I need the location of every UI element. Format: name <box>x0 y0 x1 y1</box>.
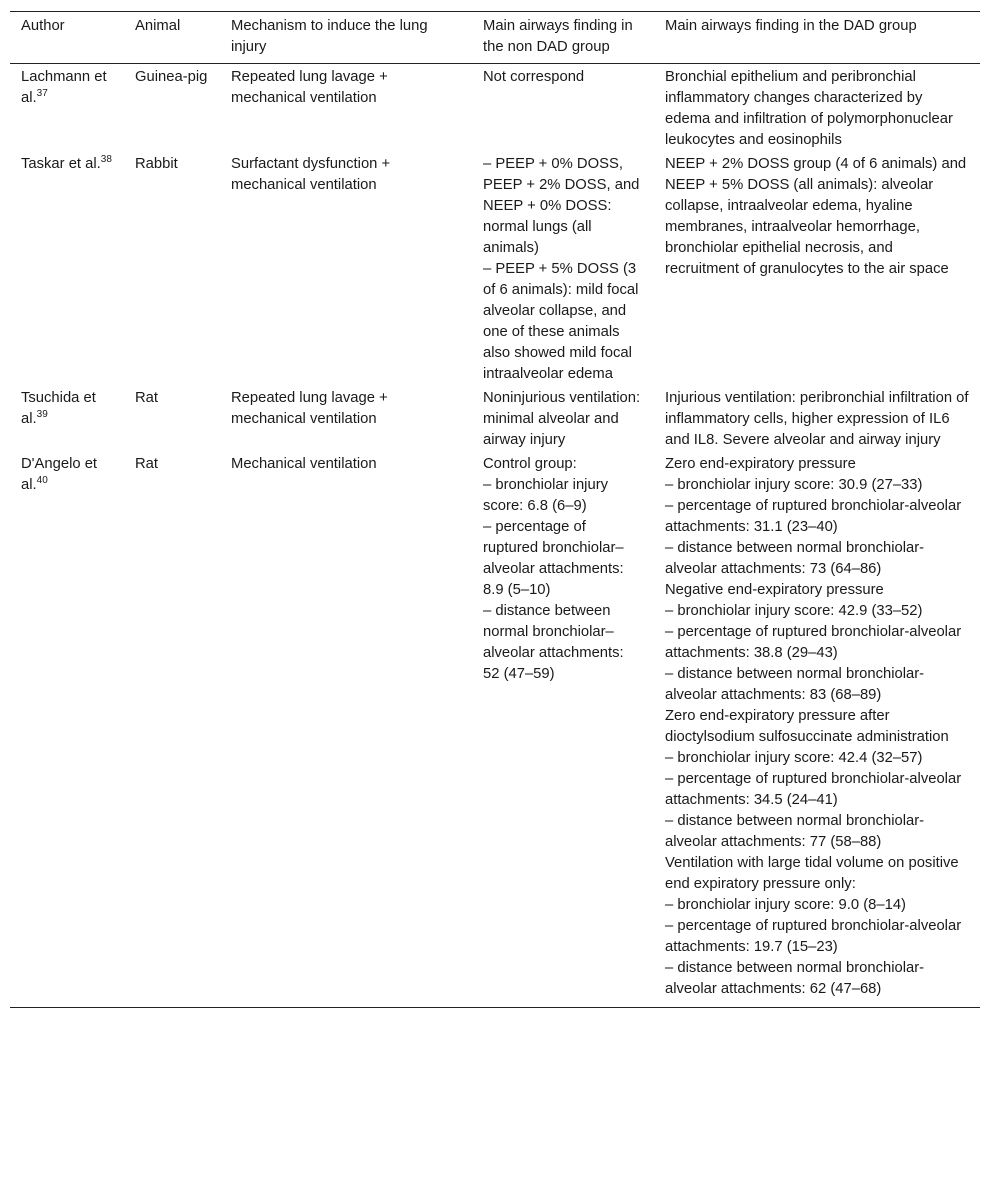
findings-table <box>10 11 980 1008</box>
author-name: Tsuchida et al. <box>21 390 96 427</box>
finding-line: Negative end-expiratory pressure <box>665 582 884 598</box>
finding-line: Zero end-expiratory pressure after dioctylsodium sulfosuccinate administration <box>665 708 949 745</box>
finding-line: Control group: <box>483 456 577 472</box>
finding-line: – PEEP + 5% DOSS (3 of 6 animals): mild focal alveolar collapse, and one of these animals also showed mild focal intraalveolar edema <box>483 261 639 382</box>
finding-line: NEEP + 2% DOSS group (4 of 6 animals) and NEEP + 5% DOSS (all animals): alveolar collapse, intraalveolar edema, hyaline membranes, intraalveolar hemorrhage, bronchiolar epithelial necrosis, and recruitment of granulocytes to the air space <box>665 156 967 277</box>
finding-line: Noninjurious ventilation: minimal alveolar and airway injury <box>483 390 641 448</box>
finding-line: – percentage of ruptured bronchiolar–alveolar attachments: 8.9 (5–10) <box>483 519 624 598</box>
table-row <box>10 451 980 1008</box>
cell-dad <box>654 64 980 152</box>
finding-line: – distance between normal bronchiolar-alveolar attachments: 83 (68–89) <box>665 666 925 703</box>
cell-non-dad <box>472 385 654 451</box>
finding-line: Zero end-expiratory pressure <box>665 456 856 472</box>
finding-line: – percentage of ruptured bronchiolar-alveolar attachments: 38.8 (29–43) <box>665 624 962 661</box>
finding-line: – percentage of ruptured bronchiolar-alveolar attachments: 31.1 (23–40) <box>665 498 962 535</box>
cell-dad <box>654 385 980 451</box>
header-author: Author <box>10 12 124 64</box>
header-animal: Animal <box>124 12 220 64</box>
finding-line: Ventilation with large tidal volume on positive end expiratory pressure only: <box>665 855 959 892</box>
reference-number: 38 <box>100 154 112 166</box>
cell-non-dad <box>472 151 654 385</box>
cell-author <box>10 385 124 451</box>
author-name: Lachmann et al. <box>21 69 107 106</box>
reference-number: 40 <box>36 475 48 487</box>
finding-line: – bronchiolar injury score: 6.8 (6–9) <box>483 477 609 514</box>
finding-line: – bronchiolar injury score: 42.4 (32–57) <box>665 750 923 766</box>
table-row <box>10 64 980 152</box>
cell-author <box>10 451 124 1008</box>
cell-mechanism: Repeated lung lavage + mechanical ventilation <box>231 69 388 106</box>
cell-dad <box>654 451 980 1008</box>
reference-number: 37 <box>36 88 48 100</box>
table-row <box>10 151 980 385</box>
header-non-dad: Main airways finding in the non DAD group <box>472 12 654 64</box>
finding-line: – distance between normal bronchiolar-alveolar attachments: 62 (47–68) <box>665 960 925 997</box>
cell-animal: Guinea-pig <box>135 69 208 85</box>
author-name: D'Angelo et al. <box>21 456 98 493</box>
cell-mechanism: Mechanical ventilation <box>220 451 472 1008</box>
finding-line: – percentage of ruptured bronchiolar-alveolar attachments: 34.5 (24–41) <box>665 771 962 808</box>
cell-non-dad <box>472 451 654 1008</box>
finding-line: – distance between normal bronchiolar-alveolar attachments: 73 (64–86) <box>665 540 925 577</box>
table-row <box>10 385 980 451</box>
finding-line: – distance between normal bronchiolar–alveolar attachments: 52 (47–59) <box>483 603 624 682</box>
cell-dad <box>654 151 980 385</box>
finding-line: – bronchiolar injury score: 30.9 (27–33) <box>665 477 923 493</box>
finding-line: Not correspond <box>483 69 585 85</box>
finding-line: – PEEP + 0% DOSS, PEEP + 2% DOSS, and NEEP + 0% DOSS: normal lungs (all animals) <box>483 156 640 256</box>
cell-mechanism: Repeated lung lavage + mechanical ventilation <box>231 390 388 427</box>
table-body <box>10 64 980 1008</box>
header-dad: Main airways finding in the DAD group <box>654 12 980 64</box>
cell-animal: Rat <box>124 451 220 1008</box>
finding-line: – percentage of ruptured bronchiolar-alveolar attachments: 19.7 (15–23) <box>665 918 962 955</box>
finding-line: Bronchial epithelium and peribronchial inflammatory changes characterized by edema and infiltration of polymorphonuclear leukocytes and eosinophils <box>665 69 953 148</box>
cell-author <box>10 64 124 152</box>
finding-line: Injurious ventilation: peribronchial infiltration of inflammatory cells, higher expression of IL6 and IL8. Severe alveolar and airway injury <box>665 390 969 448</box>
author-name: Taskar et al. <box>21 156 101 172</box>
header-row <box>10 12 980 64</box>
table-header <box>10 12 980 64</box>
cell-mechanism: Surfactant dysfunction + mechanical ventilation <box>231 156 391 193</box>
reference-number: 39 <box>36 409 48 421</box>
finding-line: – bronchiolar injury score: 42.9 (33–52) <box>665 603 923 619</box>
cell-author <box>10 151 124 385</box>
header-mechanism: Mechanism to induce the lung injury <box>220 12 472 64</box>
finding-line: – distance between normal bronchiolar-alveolar attachments: 77 (58–88) <box>665 813 925 850</box>
cell-animal: Rat <box>135 390 159 406</box>
cell-animal: Rabbit <box>135 156 178 172</box>
cell-non-dad <box>472 64 654 152</box>
finding-line: – bronchiolar injury score: 9.0 (8–14) <box>665 897 906 913</box>
